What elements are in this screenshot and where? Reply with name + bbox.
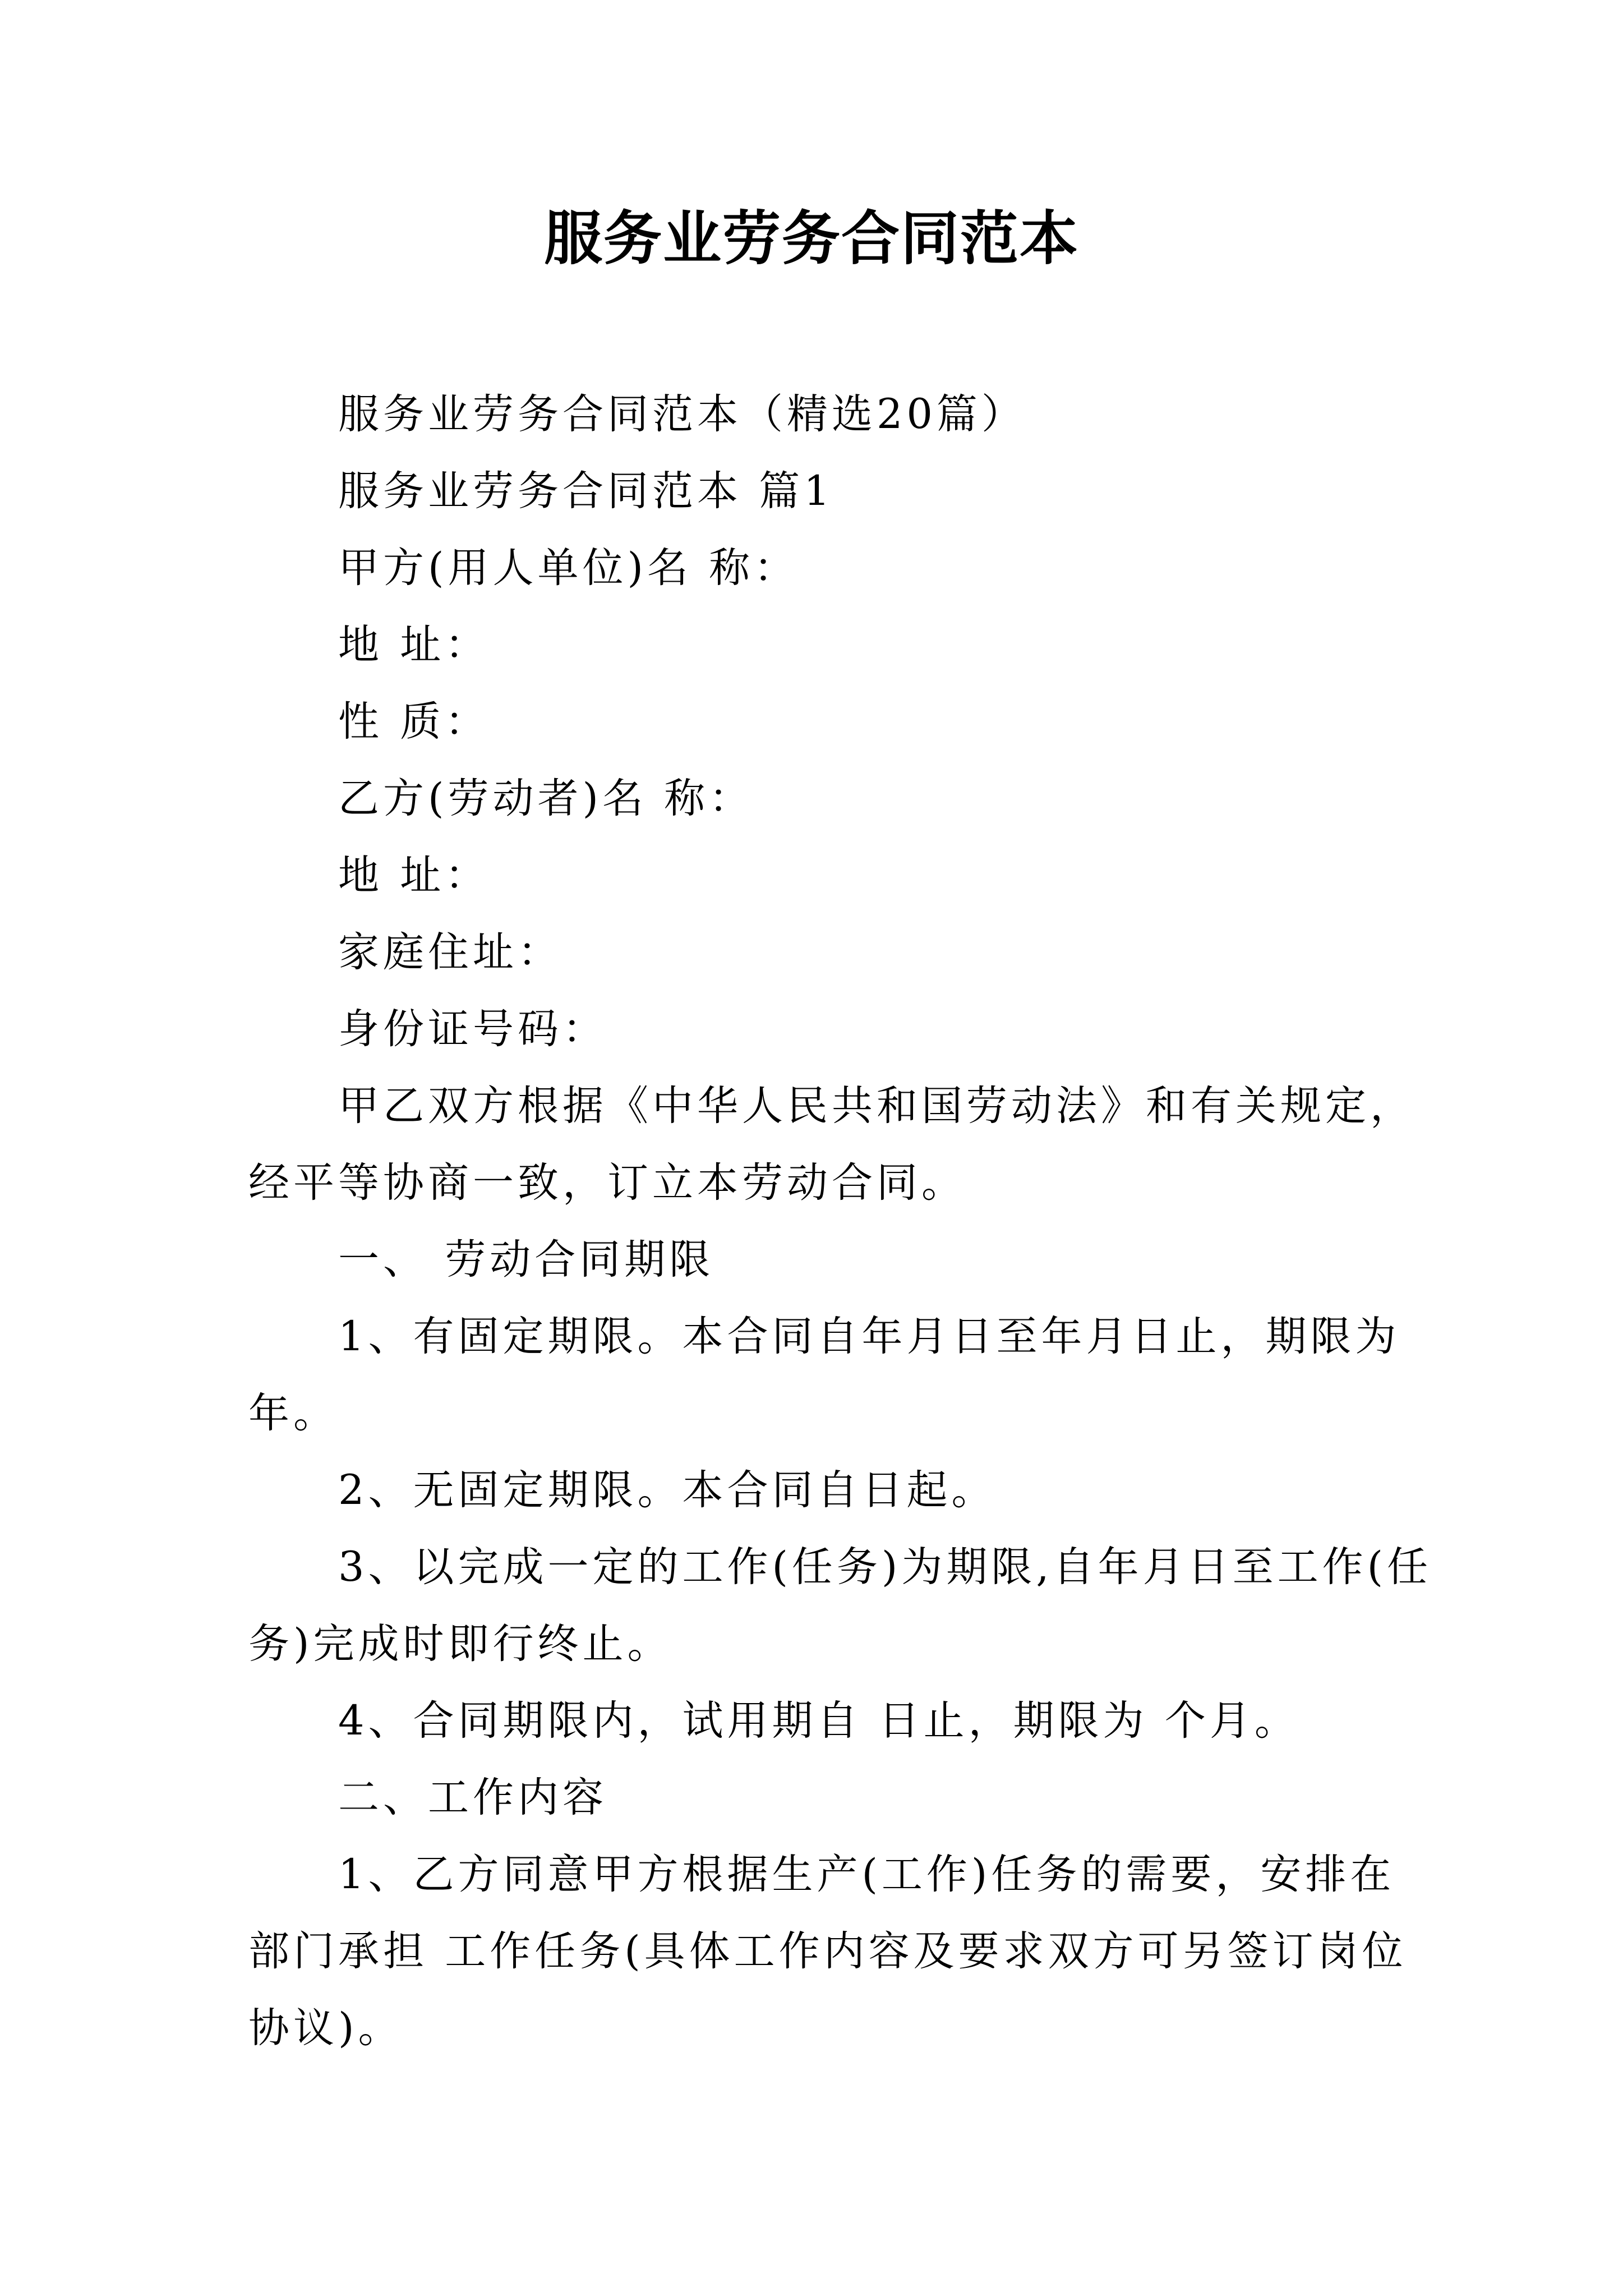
section-heading: 一、 劳动合同期限 <box>338 1236 714 1283</box>
paragraph-line: 甲乙双方根据《中华人民共和国劳动法》和有关规定， <box>338 1082 1415 1130</box>
paragraph-line: 3、以完成一定的工作(任务)为期限,自年月日至工作(任 <box>338 1543 1432 1591</box>
paragraph-line: 性 质： <box>338 698 490 746</box>
paragraph-line: 协议)。 <box>248 2004 403 2052</box>
document-title: 服务业劳务合同范本 <box>543 204 1079 273</box>
document-body <box>248 376 1432 2067</box>
paragraph-line: 身份证号码： <box>338 1005 607 1053</box>
paragraph-line: 4、合同期限内，试用期自 日止，期限为 个月。 <box>338 1697 1299 1745</box>
paragraph-line: 服务业劳务合同范本 篇1 <box>338 467 834 515</box>
paragraph-line: 甲方(用人单位)名 称： <box>338 544 799 592</box>
paragraph-line: 地 址： <box>338 621 490 669</box>
paragraph-line: 家庭住址： <box>338 928 562 976</box>
paragraph-line: 部门承担 工作任务(具体工作内容及要求双方可另签订岗位 <box>248 1927 1407 1975</box>
paragraph-line: 务)完成时即行终止。 <box>248 1620 672 1668</box>
paragraph-line: 年。 <box>248 1389 338 1437</box>
section-heading: 二、工作内容 <box>338 1774 607 1821</box>
paragraph-line: 地 址： <box>338 852 490 899</box>
paragraph-line: 经平等协商一致，订立本劳动合同。 <box>248 1159 966 1207</box>
paragraph-line: 2、无固定期限。本合同自日起。 <box>338 1466 997 1514</box>
paragraph-line: 乙方(劳动者)名 称： <box>338 775 754 822</box>
paragraph-line: 1、有固定期限。本合同自年月日至年月日止，期限为 <box>338 1313 1400 1360</box>
paragraph-line: 1、乙方同意甲方根据生产(工作)任务的需要，安排在 <box>338 1851 1395 1898</box>
paragraph-line: 服务业劳务合同范本（精选20篇） <box>338 390 1026 438</box>
